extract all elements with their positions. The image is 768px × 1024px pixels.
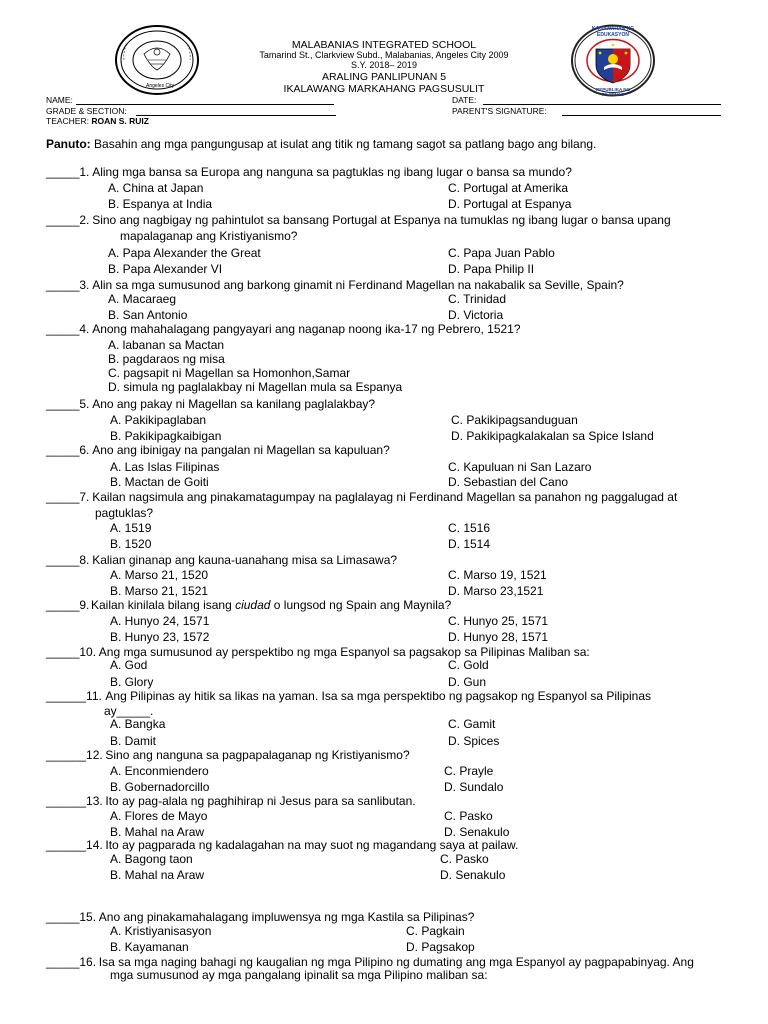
choice-7-c[interactable]: B. 1520 <box>110 537 152 551</box>
choice-13-d[interactable]: D. Senakulo <box>444 825 510 839</box>
choice-8-d[interactable]: D. Marso 23,1521 <box>448 584 544 598</box>
choice-3-c[interactable]: B. San Antonio <box>108 308 188 322</box>
deped-seal-top-text: KAGAWARAN NG EDUKASYON <box>591 26 635 38</box>
question-text-1: Aling mga bansa sa Europa ang nanguna sa pagtuklas ng ibang lugar o bansa sa mundo? <box>92 165 572 179</box>
grade-field <box>46 106 127 116</box>
answer-blank-14[interactable]: ______14. <box>46 838 103 852</box>
choice-11-c[interactable]: B. Damit <box>110 734 157 748</box>
teacher-label: TEACHER: <box>46 116 89 126</box>
choice-13-a[interactable]: A. Flores de Mayo <box>110 809 208 823</box>
choice-9-b[interactable]: C. Hunyo 25, 1571 <box>448 614 549 628</box>
choice-5-d[interactable]: D. Pakikipagkalakalan sa Spice Island <box>451 429 654 443</box>
question-text-part: o lungsod ng Spain ang Maynila? <box>270 598 452 612</box>
choice-6-c[interactable]: B. Mactan de Goiti <box>110 475 209 489</box>
answer-blank-10[interactable]: _____10. <box>46 645 97 659</box>
choice-4-c[interactable]: C. pagsapit ni Magellan sa Homonhon,Samar <box>108 366 351 380</box>
answer-blank-12[interactable]: ______12. <box>46 748 103 762</box>
question-text-7-cont: pagtuklas? <box>95 506 154 520</box>
choice-3-b[interactable]: C. Trinidad <box>448 292 507 306</box>
question-text-15: Ano ang pinakamahalagang impluwensya ng mga Kastila sa Pilipinas? <box>98 910 475 924</box>
question-text-8: Kalian ginanap ang kauna-uanahang misa sa Limasawa? <box>92 553 398 567</box>
name-field <box>46 95 73 105</box>
grade-line[interactable] <box>136 115 336 116</box>
choice-6-b[interactable]: C. Kapuluan ni San Lazaro <box>448 460 592 474</box>
answer-blank-6[interactable]: _____6. <box>46 443 90 457</box>
choice-3-d[interactable]: D. Victoria <box>448 308 504 322</box>
choice-12-a[interactable]: A. Enconmiendero <box>110 764 209 778</box>
question-text-3: Alin sa mga sumusunod ang barkong ginamit ni Ferdinand Magellan na nakabalik sa Seville, Spain? <box>92 278 624 292</box>
deped-seal-bottom-text: REPUBLIKA NG PILIPINAS <box>595 87 631 97</box>
question-text-12: Sino ang nanguna sa pagpapalaganap ng Kristiyanismo? <box>105 748 410 762</box>
answer-blank-2[interactable]: _____2. <box>46 213 90 227</box>
question-text-16-cont: mga sumusunod ay mga pangalang ipinalit sa mga Pilipino maliban sa: <box>110 968 488 982</box>
question-text-10: Ang mga sumusunod ay perspektibo ng mga Espanyol sa pagsakop sa Pilipinas Maliban sa: <box>98 645 590 659</box>
parent-line[interactable] <box>562 115 721 116</box>
choice-4-d[interactable]: D. simula ng paglalakbay ni Magellan mula sa Espanya <box>108 380 403 394</box>
answer-blank-11[interactable]: ______11. <box>46 689 102 703</box>
question-text-16: Isa sa mga naging bahagi ng kaugalian ng mga Pilipino ng dumating ang mga Espanyol ay pagpapabinyag. Ang <box>98 955 694 969</box>
choice-3-a[interactable]: A. Macaraeg <box>108 292 177 306</box>
answer-blank-8[interactable]: _____8. <box>46 553 90 567</box>
question-text-13: Ito ay pag-alala ng paghihirap ni Jesus para sa sanlibutan. <box>105 794 416 808</box>
choice-15-d[interactable]: D. Pagsakop <box>406 940 475 954</box>
choice-9-c[interactable]: B. Hunyo 23, 1572 <box>110 630 210 644</box>
answer-blank-4[interactable]: _____4. <box>46 322 90 336</box>
answer-blank-1[interactable]: _____1. <box>46 165 90 179</box>
choice-14-c[interactable]: B. Mahal na Araw <box>110 868 205 882</box>
choice-2-a[interactable]: A. Papa Alexander the Great <box>108 246 261 260</box>
choice-1-c[interactable]: B. Espanya at India <box>108 197 213 211</box>
question-text-11-cont: ay_____. <box>104 704 154 718</box>
teacher-name: ROAN S. RUIZ <box>91 116 149 126</box>
choice-11-b[interactable]: C. Gamit <box>448 717 496 731</box>
question-text-part: Kailan kinilala bilang isang <box>91 598 236 612</box>
question-text-2: Sino ang nagbigay ng pahintulot sa bansang Portugal at Espanya na tumuklas ng ibang lugar o bansa upang <box>92 213 671 227</box>
choice-11-a[interactable]: A. Bangka <box>110 717 166 731</box>
question-text-2-cont: mapalaganap ang Kristiyanismo? <box>120 229 298 243</box>
choice-10-c[interactable]: B. Glory <box>110 675 154 689</box>
choice-14-a[interactable]: A. Bagong taon <box>110 852 193 866</box>
choice-5-a[interactable]: A. Pakikipaglaban <box>110 413 207 427</box>
choice-1-a[interactable]: A. China at Japan <box>108 181 204 195</box>
date-label: DATE: <box>452 95 477 105</box>
choice-6-a[interactable]: A. Las Islas Filipinas <box>110 460 220 474</box>
choice-13-b[interactable]: C. Pasko <box>444 809 493 823</box>
choice-14-b[interactable]: C. Pasko <box>440 852 489 866</box>
choice-8-b[interactable]: C. Marso 19, 1521 <box>448 568 547 582</box>
question-text-11: Ang Pilipinas ay hitik sa likas na yaman. Isa sa mga perspektibo ng pagsakop ng Espanyol sa Pilipinas <box>105 689 652 703</box>
choice-10-a[interactable]: A. God <box>110 658 148 672</box>
choice-7-a[interactable]: A. 1519 <box>110 521 152 535</box>
answer-blank-15[interactable]: _____15. <box>46 910 97 924</box>
choice-1-b[interactable]: C. Portugal at Amerika <box>448 181 569 195</box>
school-address: Tamarind St., Clarkview Subd., Malabanias, Angeles City 2009 <box>259 50 509 60</box>
question-text-7: Kailan nagsimula ang pinakamatagumpay na paglalayag ni Ferdinand Magellan sa panahon ng paggalugad at <box>92 490 678 504</box>
grade-label: GRADE & SECTION: <box>46 106 127 116</box>
school-year: S.Y. 2018– 2019 <box>351 60 417 70</box>
parent-label: PARENT'S SIGNATURE: <box>452 106 547 116</box>
subject-title: ARALING PANLIPUNAN 5 <box>321 71 447 83</box>
choice-15-b[interactable]: C. Pagkain <box>406 924 465 938</box>
choice-2-b[interactable]: C. Papa Juan Pablo <box>448 246 555 260</box>
answer-blank-9[interactable]: _____9. <box>46 598 90 612</box>
choice-7-b[interactable]: C. 1516 <box>448 521 491 535</box>
choice-2-c[interactable]: B. Papa Alexander VI <box>108 262 223 276</box>
choice-11-d[interactable]: D. Spices <box>448 734 500 748</box>
choice-12-c[interactable]: B. Gobernadorcillo <box>110 780 210 794</box>
choice-8-c[interactable]: B. Marso 21, 1521 <box>110 584 209 598</box>
choice-13-c[interactable]: B. Mahal na Araw <box>110 825 205 839</box>
teacher-field <box>46 116 149 126</box>
name-label: NAME: <box>46 95 73 105</box>
choice-14-d[interactable]: D. Senakulo <box>440 868 506 882</box>
question-text-14: Ito ay pagparada ng kadalagahan na may suot ng magandang saya at pailaw. <box>105 838 519 852</box>
answer-blank-16[interactable]: _____16. <box>46 955 97 969</box>
choice-4-b[interactable]: B. pagdaraos ng misa <box>108 352 225 366</box>
school-seal-city: Angeles City <box>146 83 175 89</box>
choice-10-b[interactable]: C. Gold <box>448 658 489 672</box>
question-text-5: Ano ang pakay ni Magellan sa kanilang paglalakbay? <box>92 397 376 411</box>
choice-12-d[interactable]: D. Sundalo <box>444 780 504 794</box>
choice-10-d[interactable]: D. Gun <box>448 675 487 689</box>
question-text-9 <box>91 598 451 612</box>
question-text-6: Ano ang ibinigay na pangalan ni Magellan sa kapuluan? <box>92 443 390 457</box>
name-line[interactable] <box>76 104 334 105</box>
date-line[interactable] <box>483 104 721 105</box>
instructions-label: Panuto: <box>46 137 91 151</box>
choice-12-b[interactable]: C. Prayle <box>444 764 494 778</box>
choice-5-c[interactable]: B. Pakikipagkaibigan <box>110 429 222 443</box>
choice-5-b[interactable]: C. Pakikipagsanduguan <box>451 413 578 427</box>
choice-7-d[interactable]: D. 1514 <box>448 537 491 551</box>
answer-blank-13[interactable]: ______13. <box>46 794 103 808</box>
answer-blank-3[interactable]: _____3. <box>46 278 90 292</box>
school-name: MALABANIAS INTEGRATED SCHOOL <box>291 39 477 51</box>
date-field <box>452 95 476 105</box>
choice-6-d[interactable]: D. Sebastian del Cano <box>448 475 569 489</box>
question-text-4: Anong mahahalagang pangyayari ang naganap noong ika-17 ng Pebrero, 1521? <box>92 322 521 336</box>
choice-9-a[interactable]: A. Hunyo 24, 1571 <box>110 614 210 628</box>
answer-blank-7[interactable]: _____7. <box>46 490 90 504</box>
answer-blank-5[interactable]: _____5. <box>46 397 90 411</box>
choice-15-c[interactable]: B. Kayamanan <box>110 940 189 954</box>
exam-title: IKALAWANG MARKAHANG PAGSUSULIT <box>283 83 485 95</box>
choice-4-a[interactable]: A. labanan sa Mactan <box>108 338 225 352</box>
instructions-text: Basahin ang mga pangungusap at isulat ang titik ng tamang sagot sa patlang bago ang bilang. <box>94 137 597 151</box>
question-text-italic: ciudad <box>235 598 271 612</box>
choice-9-d[interactable]: D. Hunyo 28, 1571 <box>448 630 549 644</box>
parent-field <box>452 106 547 116</box>
choice-2-d[interactable]: D. Papa Philip II <box>448 262 535 276</box>
instructions <box>46 137 596 151</box>
choice-1-d[interactable]: D. Portugal at Espanya <box>448 197 572 211</box>
choice-15-a[interactable]: A. Kristiyanisasyon <box>110 924 212 938</box>
choice-8-a[interactable]: A. Marso 21, 1520 <box>110 568 209 582</box>
